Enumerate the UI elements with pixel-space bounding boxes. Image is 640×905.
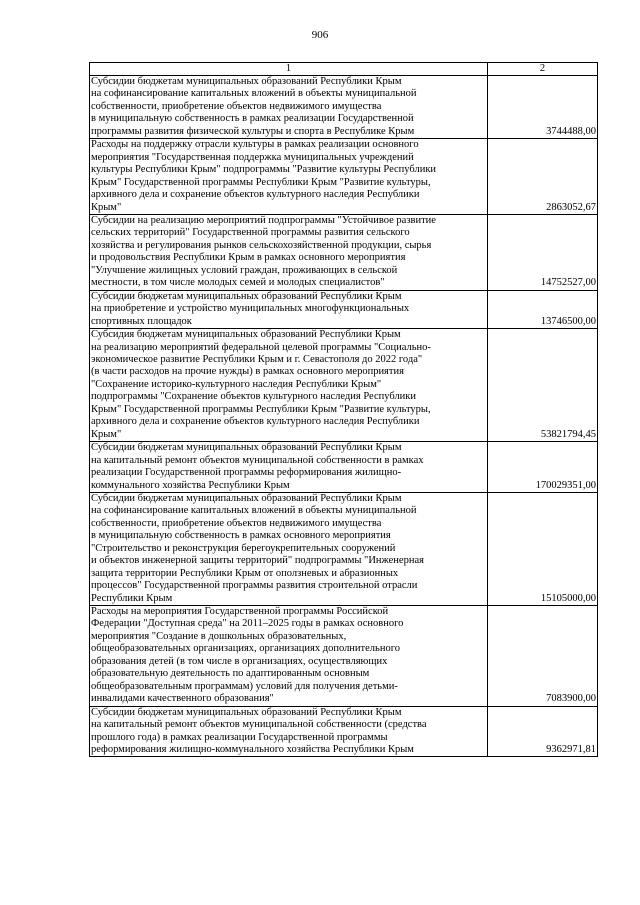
description-line: Субсидии бюджетам муниципальных образований Республики Крым xyxy=(91,706,402,718)
description-line: Расходы на мероприятия Государственной программы Российской xyxy=(91,606,389,618)
row-description xyxy=(90,76,488,139)
description-line: Субсидии на реализацию мероприятий подпрограммы "Устойчивое развитие xyxy=(91,214,436,226)
row-amount: 170029351,00 xyxy=(488,442,598,493)
description-line: на реализацию мероприятий федеральной целевой программы "Социально- xyxy=(91,341,431,353)
description-line: на капитальный ремонт объектов муниципальной собственности (средства xyxy=(91,719,427,731)
description-line: культуры Республики Крым" подпрограммы "Развитие культуры Республики xyxy=(91,164,437,176)
description-line: на софинансирование капитальных вложений в объекты муниципальной xyxy=(91,505,417,517)
description-line: на капитальный ремонт объектов муниципальной собственности в рамках xyxy=(91,454,424,466)
row-description xyxy=(90,706,488,757)
description-line: прошлого года) в рамках реализации Государственной программы xyxy=(91,731,388,743)
table-row xyxy=(90,214,598,290)
row-description xyxy=(90,329,488,442)
budget-table xyxy=(89,62,598,757)
description-line: собственности, приобретение объектов недвижимого имущества xyxy=(91,517,382,529)
table-row xyxy=(90,442,598,493)
row-description xyxy=(90,290,488,328)
description-line: реформирования жилищно-коммунального хозяйства Республики Крым xyxy=(91,744,414,756)
description-line: инвалидами качественного образования" xyxy=(91,693,274,705)
row-description xyxy=(90,139,488,215)
description-line: Субсидии бюджетам муниципальных образований Республики Крым xyxy=(91,290,402,302)
description-line: Крым" xyxy=(91,428,122,440)
description-line: "Строительство и реконструкция берегоукрепительных сооружений xyxy=(91,542,396,554)
description-line: Субсидии бюджетам муниципальных образований Республики Крым xyxy=(91,442,402,454)
description-line: общеобразовательных организациях, организациях дополнительного xyxy=(91,643,400,655)
description-line: программы развития физической культуры и спорта в Республике Крым xyxy=(91,125,415,137)
description-line: (в части расходов на прочие нужды) в рамках основного мероприятия xyxy=(91,366,404,378)
description-line: Крым" Государственной программы Республики Крым "Развитие культуры, xyxy=(91,176,431,188)
description-line: собственности, приобретение объектов недвижимого имущества xyxy=(91,100,382,112)
description-line: реализации Государственной программы реформирования жилищно- xyxy=(91,467,402,479)
description-line: в муниципальную собственность в рамках основного мероприятия xyxy=(91,530,391,542)
description-line: "Улучшение жилищных условий граждан, проживающих в сельской xyxy=(91,264,398,276)
description-line: защита территории Республики Крым от оползневых и абразионных xyxy=(91,567,399,579)
description-line: "Сохранение историко-культурного наследия Республики Крым" xyxy=(91,378,382,390)
table-row xyxy=(90,706,598,757)
description-line: местности, в том числе молодых семей и молодых специалистов" xyxy=(91,277,385,289)
row-amount: 13746500,00 xyxy=(488,290,598,328)
row-amount: 2863052,67 xyxy=(488,139,598,215)
description-line: архивного дела и сохранение объектов культурного наследия Республики xyxy=(91,416,420,428)
row-amount: 3744488,00 xyxy=(488,76,598,139)
column-header-2: 2 xyxy=(488,63,598,76)
table-row xyxy=(90,139,598,215)
description-line: на софинансирование капитальных вложений в объекты муниципальной xyxy=(91,88,417,100)
row-description xyxy=(90,442,488,493)
description-line: Субсидия бюджетам муниципальных образований Республики Крым xyxy=(91,329,401,341)
table-row xyxy=(90,492,598,605)
description-line: Крым" xyxy=(91,201,122,213)
page-number: 906 xyxy=(311,29,329,41)
table-row xyxy=(90,329,598,442)
description-line: процессов" Государственной программы развития строительной отрасли xyxy=(91,580,418,592)
description-line: хозяйства и регулирования рынков сельскохозяйственной продукции, сырья xyxy=(91,239,432,251)
row-description xyxy=(90,214,488,290)
table-row xyxy=(90,76,598,139)
description-line: Расходы на поддержку отрасли культуры в рамках реализации основного xyxy=(91,139,419,151)
row-amount: 9362971,81 xyxy=(488,706,598,757)
description-line: архивного дела и сохранение объектов культурного наследия Республики xyxy=(91,189,420,201)
description-line: сельских территорий" Государственной программы развития сельского xyxy=(91,227,410,239)
table-row xyxy=(90,290,598,328)
description-line: подпрограммы "Сохранение объектов культурного наследия Республики xyxy=(91,391,417,403)
table-body xyxy=(90,76,598,757)
description-line: образовательную деятельность по адаптированным основным xyxy=(91,668,370,680)
description-line: Республики Крым xyxy=(91,592,173,604)
table-header-row xyxy=(90,63,598,76)
description-line: общеобразовательным программам) условий для получения детьми- xyxy=(91,680,398,692)
description-line: экономическое развитие Республики Крым и г. Севастополя до 2022 года" xyxy=(91,353,423,365)
description-line: и продовольствия Республики Крым в рамках основного мероприятия xyxy=(91,252,406,264)
description-line: Крым" Государственной программы Республики Крым "Развитие культуры, xyxy=(91,403,431,415)
row-amount: 7083900,00 xyxy=(488,606,598,707)
description-line: на приобретение и устройство муниципальных многофункциональных xyxy=(91,303,410,315)
description-line: образования детей (в том числе в организациях, осуществляющих xyxy=(91,655,388,667)
description-line: и объектов инженерной защиты территорий" подпрограммы "Инженерная xyxy=(91,555,424,567)
description-line: Субсидии бюджетам муниципальных образований Республики Крым xyxy=(91,76,402,87)
description-line: в муниципальную собственность в рамках реализации Государственной xyxy=(91,113,414,125)
row-amount: 53821794,45 xyxy=(488,329,598,442)
table-row xyxy=(90,606,598,707)
row-amount: 15105000,00 xyxy=(488,492,598,605)
description-line: мероприятия "Создание в дошкольных образовательных, xyxy=(91,630,347,642)
description-line: коммунального хозяйства Республики Крым xyxy=(91,479,290,491)
column-header-1: 1 xyxy=(90,63,488,76)
description-line: Субсидии бюджетам муниципальных образований Республики Крым xyxy=(91,492,402,504)
description-line: мероприятия "Государственная поддержка муниципальных учреждений xyxy=(91,151,414,163)
description-line: Федерации "Доступная среда" на 2011–2025 годы в рамках основного xyxy=(91,618,404,630)
row-description xyxy=(90,492,488,605)
row-amount: 14752527,00 xyxy=(488,214,598,290)
row-description xyxy=(90,606,488,707)
description-line: спортивных площадок xyxy=(91,315,192,327)
